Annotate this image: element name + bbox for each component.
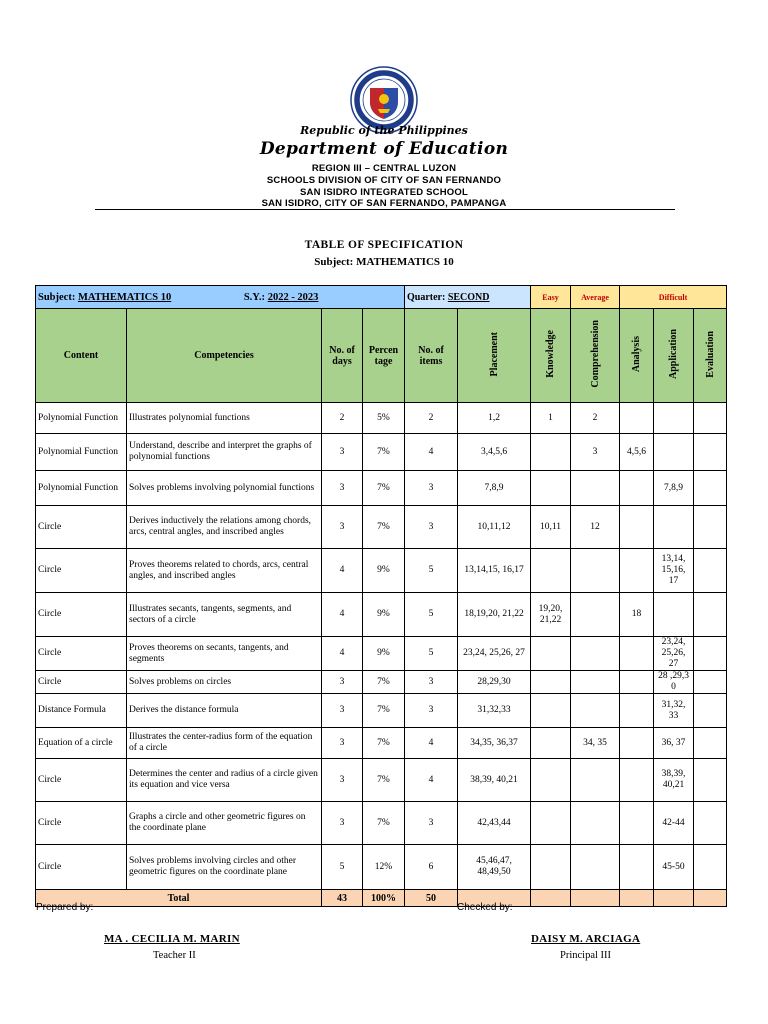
percentage-cell: 7% bbox=[363, 694, 405, 728]
content-cell: Distance Formula bbox=[36, 694, 127, 728]
table-row bbox=[36, 728, 727, 759]
percentage-cell: 7% bbox=[363, 759, 405, 802]
competency-cell: Illustrates the center-radius form of the equation of a circle bbox=[127, 728, 322, 759]
content-cell: Circle bbox=[36, 637, 127, 671]
competency-cell: Solves problems on circles bbox=[127, 671, 322, 694]
evaluation-cell bbox=[694, 549, 727, 593]
items-cell: 6 bbox=[405, 845, 458, 890]
analysis-cell bbox=[620, 471, 654, 506]
region-line: REGION III – CENTRAL LUZON bbox=[311, 163, 457, 174]
application-cell: 23,24, 25,26, 27 bbox=[654, 637, 694, 671]
analysis-cell bbox=[620, 759, 654, 802]
knowledge-cell bbox=[531, 759, 571, 802]
items-cell: 3 bbox=[405, 506, 458, 549]
subject-value: MATHEMATICS 10 bbox=[356, 256, 454, 268]
evaluation-cell bbox=[694, 403, 727, 434]
comprehension-cell bbox=[571, 694, 620, 728]
total-row bbox=[36, 890, 727, 907]
competency-cell: Derives inductively the relations among chords, arcs, central angles, and inscribed angles bbox=[127, 506, 322, 549]
application-cell bbox=[654, 403, 694, 434]
total-percentage: 100% bbox=[363, 890, 405, 907]
evaluation-cell bbox=[694, 671, 727, 694]
days-cell: 4 bbox=[322, 549, 363, 593]
evaluation-cell bbox=[694, 637, 727, 671]
placement-cell: 23,24, 25,26, 27 bbox=[458, 637, 531, 671]
days-cell: 3 bbox=[322, 471, 363, 506]
total-items: 50 bbox=[405, 890, 458, 907]
top-subject-label: Subject: bbox=[38, 291, 76, 303]
percentage-cell: 5% bbox=[363, 403, 405, 434]
easy-label: Easy bbox=[531, 286, 571, 309]
days-cell: 3 bbox=[322, 694, 363, 728]
sy-label: S.Y.: bbox=[243, 291, 266, 303]
items-cell: 3 bbox=[405, 802, 458, 845]
analysis-cell bbox=[620, 671, 654, 694]
content-cell: Polynomial Function bbox=[36, 471, 127, 506]
items-cell: 3 bbox=[405, 694, 458, 728]
items-cell: 5 bbox=[405, 593, 458, 637]
competency-cell: Proves theorems on secants, tangents, and segments bbox=[127, 637, 322, 671]
table-row bbox=[36, 506, 727, 549]
table-row bbox=[36, 471, 727, 506]
items-cell: 4 bbox=[405, 434, 458, 471]
comprehension-cell: 3 bbox=[571, 434, 620, 471]
comprehension-cell bbox=[571, 593, 620, 637]
evaluation-cell bbox=[694, 845, 727, 890]
checked-by-label: Checked by: bbox=[457, 902, 513, 913]
application-cell: 7,8,9 bbox=[654, 471, 694, 506]
analysis-cell bbox=[620, 694, 654, 728]
items-cell: 5 bbox=[405, 549, 458, 593]
placement-cell: 31,32,33 bbox=[458, 694, 531, 728]
days-header: No. of days bbox=[322, 309, 363, 403]
analysis-cell: 4,5,6 bbox=[620, 434, 654, 471]
days-cell: 5 bbox=[322, 845, 363, 890]
competency-cell: Graphs a circle and other geometric figures on the coordinate plane bbox=[127, 802, 322, 845]
days-cell: 4 bbox=[322, 637, 363, 671]
table-row bbox=[36, 671, 727, 694]
knowledge-cell bbox=[531, 728, 571, 759]
preparer-name: MA . CECILIA M. MARIN bbox=[104, 933, 240, 945]
competency-cell: Solves problems involving circles and other geometric figures on the coordinate plane bbox=[127, 845, 322, 890]
content-cell: Circle bbox=[36, 759, 127, 802]
evaluation-cell bbox=[694, 593, 727, 637]
competency-cell: Derives the distance formula bbox=[127, 694, 322, 728]
percentage-cell: 7% bbox=[363, 671, 405, 694]
application-cell: 36, 37 bbox=[654, 728, 694, 759]
analysis-cell bbox=[620, 549, 654, 593]
placement-cell: 3,4,5,6 bbox=[458, 434, 531, 471]
total-days: 43 bbox=[322, 890, 363, 907]
comprehension-cell bbox=[571, 637, 620, 671]
competency-cell: Determines the center and radius of a circle given its equation and vice versa bbox=[127, 759, 322, 802]
items-cell: 4 bbox=[405, 759, 458, 802]
items-cell: 4 bbox=[405, 728, 458, 759]
days-cell: 3 bbox=[322, 671, 363, 694]
application-cell bbox=[654, 506, 694, 549]
sy-value: 2022 - 2023 bbox=[267, 291, 319, 303]
days-cell: 3 bbox=[322, 759, 363, 802]
competency-cell: Illustrates secants, tangents, segments, and sectors of a circle bbox=[127, 593, 322, 637]
table-row bbox=[36, 802, 727, 845]
items-cell: 3 bbox=[405, 671, 458, 694]
evaluation-cell bbox=[694, 802, 727, 845]
table-row bbox=[36, 759, 727, 802]
division-line: SCHOOLS DIVISION OF CITY OF SAN FERNANDO bbox=[266, 175, 502, 186]
checker-name: DAISY M. ARCIAGA bbox=[531, 933, 641, 945]
placement-cell: 7,8,9 bbox=[458, 471, 531, 506]
percentage-header: Percen tage bbox=[363, 309, 405, 403]
specification-table bbox=[35, 285, 727, 907]
table-header-row bbox=[36, 309, 727, 403]
percentage-cell: 9% bbox=[363, 593, 405, 637]
table-row bbox=[36, 434, 727, 471]
application-cell bbox=[654, 593, 694, 637]
application-cell: 13,14, 15,16, 17 bbox=[654, 549, 694, 593]
comprehension-header: Comprehension bbox=[589, 320, 601, 388]
percentage-cell: 9% bbox=[363, 637, 405, 671]
placement-cell: 38,39, 40,21 bbox=[458, 759, 531, 802]
department-name: Department of Education bbox=[259, 139, 509, 159]
analysis-cell bbox=[620, 506, 654, 549]
application-header: Application bbox=[668, 328, 680, 379]
knowledge-cell bbox=[531, 434, 571, 471]
content-cell: Circle bbox=[36, 506, 127, 549]
comprehension-cell bbox=[571, 845, 620, 890]
republic-label: Republic of the Philippines bbox=[300, 124, 468, 137]
competency-cell: Understand, describe and interpret the graphs of polynomial functions bbox=[127, 434, 322, 471]
analysis-cell bbox=[620, 728, 654, 759]
placement-cell: 13,14,15, 16,17 bbox=[458, 549, 531, 593]
days-cell: 2 bbox=[322, 403, 363, 434]
competencies-header: Competencies bbox=[127, 309, 322, 403]
quarter-cell bbox=[405, 286, 531, 309]
preparer-position: Teacher II bbox=[153, 950, 196, 961]
address-line: SAN ISIDRO, CITY OF SAN FERNANDO, PAMPANGA bbox=[261, 198, 507, 209]
document-title: TABLE OF SPECIFICATION bbox=[304, 239, 464, 251]
placement-header: Placement bbox=[488, 331, 500, 377]
table-row bbox=[36, 637, 727, 671]
days-cell: 3 bbox=[322, 434, 363, 471]
top-subject-value: MATHEMATICS 10 bbox=[77, 291, 172, 303]
content-cell: Polynomial Function bbox=[36, 434, 127, 471]
comprehension-cell: 12 bbox=[571, 506, 620, 549]
days-cell: 3 bbox=[322, 728, 363, 759]
analysis-cell: 18 bbox=[620, 593, 654, 637]
comprehension-cell bbox=[571, 802, 620, 845]
comprehension-cell: 2 bbox=[571, 403, 620, 434]
table-top-row bbox=[36, 286, 727, 309]
knowledge-cell: 10,11 bbox=[531, 506, 571, 549]
school-line: SAN ISIDRO INTEGRATED SCHOOL bbox=[300, 187, 468, 198]
percentage-cell: 7% bbox=[363, 728, 405, 759]
placement-cell: 42,43,44 bbox=[458, 802, 531, 845]
content-cell: Circle bbox=[36, 549, 127, 593]
days-cell: 4 bbox=[322, 593, 363, 637]
comprehension-cell bbox=[571, 671, 620, 694]
knowledge-header: Knowledge bbox=[545, 330, 557, 378]
subject-cell bbox=[36, 286, 405, 309]
placement-cell: 45,46,47, 48,49,50 bbox=[458, 845, 531, 890]
knowledge-cell bbox=[531, 694, 571, 728]
application-cell: 38,39, 40,21 bbox=[654, 759, 694, 802]
document-subject bbox=[0, 256, 768, 268]
table-row bbox=[36, 593, 727, 637]
evaluation-cell bbox=[694, 759, 727, 802]
placement-cell: 10,11,12 bbox=[458, 506, 531, 549]
competency-cell: Solves problems involving polynomial functions bbox=[127, 471, 322, 506]
quarter-value: SECOND bbox=[447, 291, 490, 303]
analysis-cell bbox=[620, 802, 654, 845]
knowledge-cell bbox=[531, 671, 571, 694]
days-cell: 3 bbox=[322, 506, 363, 549]
total-label: Total bbox=[36, 890, 322, 907]
knowledge-cell bbox=[531, 637, 571, 671]
header-divider bbox=[95, 209, 675, 210]
comprehension-cell bbox=[571, 759, 620, 802]
evaluation-cell bbox=[694, 728, 727, 759]
evaluation-cell bbox=[694, 694, 727, 728]
percentage-cell: 7% bbox=[363, 506, 405, 549]
table-row bbox=[36, 694, 727, 728]
knowledge-cell bbox=[531, 471, 571, 506]
days-cell: 3 bbox=[322, 802, 363, 845]
comprehension-cell bbox=[571, 471, 620, 506]
placement-cell: 34,35, 36,37 bbox=[458, 728, 531, 759]
placement-cell: 18,19,20, 21,22 bbox=[458, 593, 531, 637]
table-row bbox=[36, 845, 727, 890]
content-cell: Circle bbox=[36, 845, 127, 890]
analysis-cell bbox=[620, 403, 654, 434]
analysis-cell bbox=[620, 845, 654, 890]
knowledge-cell bbox=[531, 549, 571, 593]
content-cell: Equation of a circle bbox=[36, 728, 127, 759]
evaluation-cell bbox=[694, 434, 727, 471]
analysis-cell bbox=[620, 637, 654, 671]
application-cell: 42-44 bbox=[654, 802, 694, 845]
percentage-cell: 12% bbox=[363, 845, 405, 890]
checker-position: Principal III bbox=[560, 950, 612, 961]
competency-cell: Proves theorems related to chords, arcs, central angles, and inscribed angles bbox=[127, 549, 322, 593]
items-header: No. of items bbox=[405, 309, 458, 403]
percentage-cell: 9% bbox=[363, 549, 405, 593]
table-row bbox=[36, 403, 727, 434]
items-cell: 5 bbox=[405, 637, 458, 671]
content-cell: Polynomial Function bbox=[36, 403, 127, 434]
knowledge-cell: 19,20, 21,22 bbox=[531, 593, 571, 637]
items-cell: 3 bbox=[405, 471, 458, 506]
analysis-header: Analysis bbox=[631, 335, 643, 373]
evaluation-header: Evaluation bbox=[704, 330, 716, 378]
placement-cell: 1,2 bbox=[458, 403, 531, 434]
prepared-by-label: Prepared by: bbox=[36, 902, 94, 913]
content-cell: Circle bbox=[36, 593, 127, 637]
average-label: Average bbox=[571, 286, 620, 309]
quarter-label: Quarter: bbox=[407, 291, 446, 303]
percentage-cell: 7% bbox=[363, 802, 405, 845]
difficult-label: Difficult bbox=[620, 286, 727, 309]
competency-cell: Illustrates polynomial functions bbox=[127, 403, 322, 434]
application-cell: 28 ,29,3 0 bbox=[654, 671, 694, 694]
knowledge-cell bbox=[531, 845, 571, 890]
table-row bbox=[36, 549, 727, 593]
content-cell: Circle bbox=[36, 671, 127, 694]
evaluation-cell bbox=[694, 506, 727, 549]
subject-label: Subject: bbox=[314, 256, 354, 268]
application-cell bbox=[654, 434, 694, 471]
evaluation-cell bbox=[694, 471, 727, 506]
percentage-cell: 7% bbox=[363, 434, 405, 471]
application-cell: 45-50 bbox=[654, 845, 694, 890]
content-header: Content bbox=[36, 309, 127, 403]
percentage-cell: 7% bbox=[363, 471, 405, 506]
application-cell: 31,32, 33 bbox=[654, 694, 694, 728]
placement-cell: 28,29,30 bbox=[458, 671, 531, 694]
knowledge-cell: 1 bbox=[531, 403, 571, 434]
comprehension-cell bbox=[571, 549, 620, 593]
items-cell: 2 bbox=[405, 403, 458, 434]
content-cell: Circle bbox=[36, 802, 127, 845]
comprehension-cell: 34, 35 bbox=[571, 728, 620, 759]
knowledge-cell bbox=[531, 802, 571, 845]
